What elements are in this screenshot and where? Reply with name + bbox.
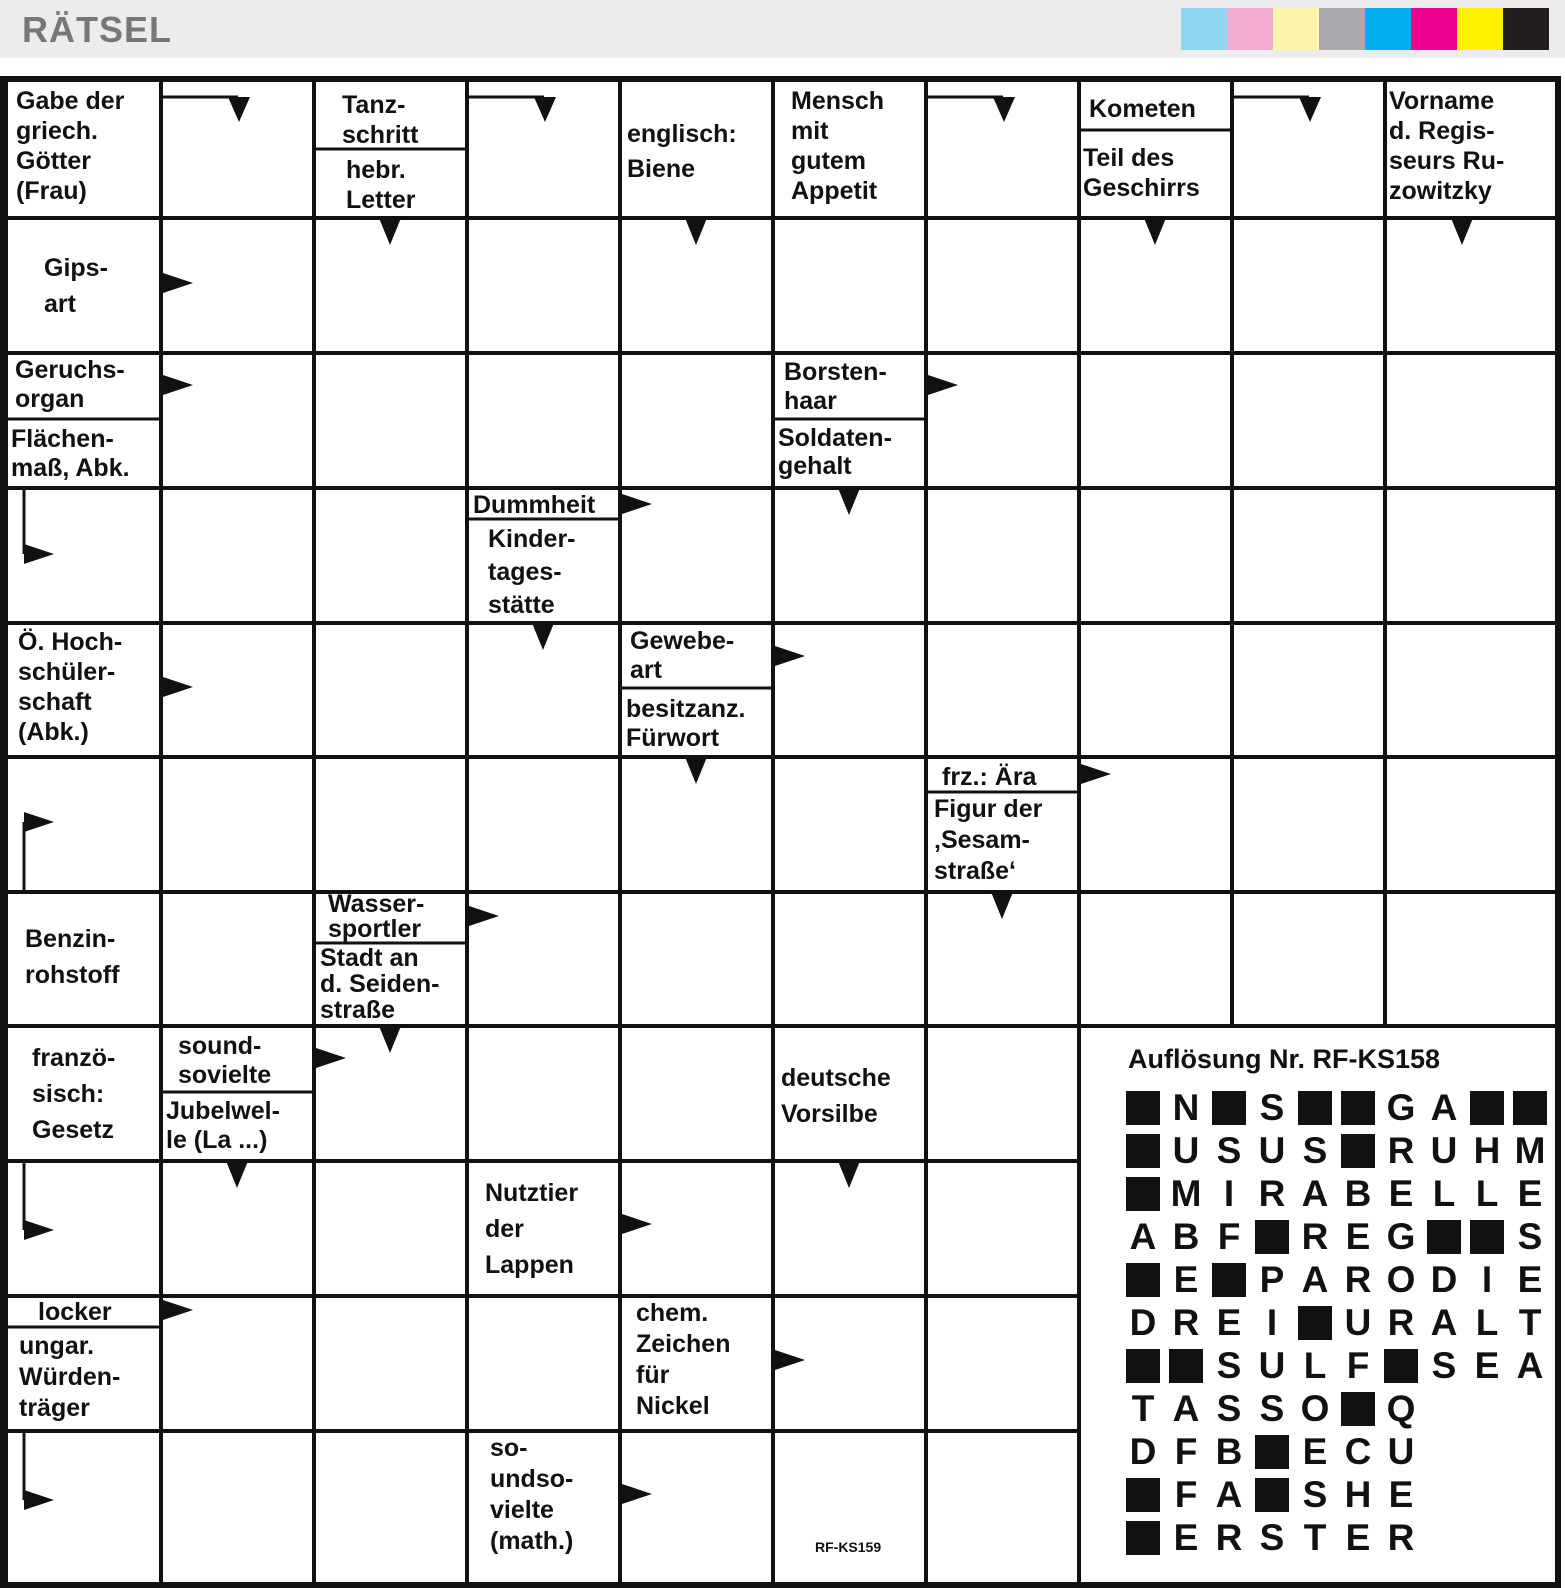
solution-letter: U <box>1258 1345 1286 1386</box>
solution-letter: U <box>1387 1431 1415 1472</box>
clue-jubel: Jubelwel- le (La ...) <box>166 1097 280 1154</box>
color-swatch <box>1365 8 1411 50</box>
color-swatch <box>1411 8 1457 50</box>
clue-deutsche: deutsche Vorsilbe <box>781 1064 891 1128</box>
solution-letter: R <box>1258 1173 1286 1214</box>
solution-letter: I <box>1481 1259 1493 1300</box>
solution-letter: E <box>1345 1517 1371 1558</box>
solution-black-cell <box>1255 1220 1289 1254</box>
clue-hebr: hebr. Letter <box>346 156 416 214</box>
clue-chem: chem. Zeichen für Nickel <box>636 1299 731 1420</box>
solution-letter: A <box>1516 1345 1544 1386</box>
solution-letter: L <box>1475 1302 1499 1343</box>
solution-letter: I <box>1266 1302 1278 1343</box>
solution-letter: D <box>1430 1259 1458 1300</box>
solution-letter: B <box>1215 1431 1243 1472</box>
header-bar <box>0 0 1565 58</box>
solution-black-cell <box>1298 1306 1332 1340</box>
solution-letter: N <box>1172 1087 1200 1128</box>
solution-letter: S <box>1259 1388 1285 1429</box>
color-swatch <box>1181 8 1227 50</box>
solution-letter: F <box>1346 1345 1370 1386</box>
solution-letter: E <box>1173 1517 1199 1558</box>
clue-geruch: Geruchs- organ <box>15 356 125 413</box>
solution-letter: S <box>1517 1216 1543 1257</box>
solution-letter: A <box>1430 1302 1458 1343</box>
clue-besitz: besitzanz. Fürwort <box>626 695 746 752</box>
solution-letter: R <box>1301 1216 1329 1257</box>
solution-black-cell <box>1513 1091 1547 1125</box>
solution-row <box>1126 1172 1556 1215</box>
color-swatch <box>1319 8 1365 50</box>
clue-tanz: Tanz- schritt <box>342 91 419 149</box>
solution-letter: O <box>1300 1388 1330 1429</box>
clue-borsten: Borsten- haar <box>784 358 887 415</box>
solution-letter: G <box>1386 1087 1416 1128</box>
solution-letter: A <box>1129 1216 1157 1257</box>
solution-panel <box>1100 1032 1555 1582</box>
solution-letter: O <box>1386 1259 1416 1300</box>
solution-black-cell <box>1126 1478 1160 1512</box>
solution-letter: M <box>1170 1173 1202 1214</box>
solution-letter: E <box>1517 1173 1543 1214</box>
solution-black-cell <box>1470 1220 1504 1254</box>
solution-letter: Q <box>1386 1388 1416 1429</box>
clue-hochschul: Ö. Hoch- schüler- schaft (Abk.) <box>18 628 123 746</box>
page-title: RÄTSEL <box>22 9 172 50</box>
solution-letter: H <box>1473 1130 1501 1171</box>
solution-black-cell <box>1126 1091 1160 1125</box>
clue-ungar: ungar. Würden- träger <box>19 1332 121 1422</box>
solution-letter: R <box>1387 1302 1415 1343</box>
solution-letter: L <box>1432 1173 1456 1214</box>
color-swatch <box>1503 8 1549 50</box>
solution-letter: U <box>1172 1130 1200 1171</box>
crossword-board <box>0 76 1561 1588</box>
clue-dummheit: Dummheit <box>473 491 596 519</box>
solution-letter: R <box>1387 1130 1415 1171</box>
solution-black-cell <box>1212 1263 1246 1297</box>
solution-row <box>1126 1215 1556 1258</box>
clue-gewebe: Gewebe- art <box>630 627 735 684</box>
solution-black-cell <box>1384 1349 1418 1383</box>
clue-gips: Gips- art <box>44 254 108 318</box>
solution-row <box>1126 1516 1556 1559</box>
solution-letter: F <box>1174 1474 1198 1515</box>
solution-letter: E <box>1474 1345 1500 1386</box>
solution-row <box>1126 1129 1556 1172</box>
clue-nutztier: Nutztier der Lappen <box>485 1179 579 1279</box>
solution-letter: A <box>1301 1173 1329 1214</box>
solution-letter: D <box>1129 1431 1157 1472</box>
solution-letter: A <box>1215 1474 1243 1515</box>
solution-black-cell <box>1126 1177 1160 1211</box>
clue-gabe: Gabe der griech. Götter (Frau) <box>16 87 125 205</box>
solution-letter: S <box>1259 1087 1285 1128</box>
solution-letter: C <box>1344 1431 1372 1472</box>
solution-grid <box>1126 1086 1556 1559</box>
clue-sound: sound- sovielte <box>178 1032 272 1089</box>
solution-letter: U <box>1430 1130 1458 1171</box>
solution-letter: S <box>1216 1130 1242 1171</box>
solution-letter: G <box>1386 1216 1416 1257</box>
solution-letter: M <box>1514 1130 1546 1171</box>
solution-letter: S <box>1302 1130 1328 1171</box>
solution-letter: I <box>1223 1173 1235 1214</box>
solution-letter: U <box>1258 1130 1286 1171</box>
clue-kometen: Kometen <box>1089 95 1196 123</box>
solution-letter: E <box>1345 1216 1371 1257</box>
solution-letter: E <box>1388 1474 1414 1515</box>
clue-figur: Figur der ‚Sesam- straße‘ <box>934 795 1043 885</box>
clue-frz: frz.: Ära <box>942 763 1037 791</box>
solution-letter: E <box>1216 1302 1242 1343</box>
solution-black-cell <box>1126 1263 1160 1297</box>
solution-letter: R <box>1344 1259 1372 1300</box>
solution-letter: F <box>1174 1431 1198 1472</box>
solution-letter: T <box>1518 1302 1542 1343</box>
solution-letter: P <box>1259 1259 1285 1300</box>
solution-letter: S <box>1302 1474 1328 1515</box>
clue-stadt: Stadt an d. Seiden- straße <box>320 944 440 1024</box>
solution-black-cell <box>1169 1349 1203 1383</box>
solution-title: Auflösung Nr. RF-KS158 <box>1128 1044 1441 1074</box>
solution-letter: E <box>1388 1173 1414 1214</box>
solution-row <box>1126 1258 1556 1301</box>
clue-locker: locker <box>38 1298 112 1326</box>
solution-letter: A <box>1430 1087 1458 1128</box>
solution-letter: E <box>1302 1431 1328 1472</box>
solution-row <box>1126 1387 1556 1430</box>
solution-row <box>1126 1344 1556 1387</box>
clue-englisch: englisch: Biene <box>627 120 737 183</box>
solution-letter: B <box>1172 1216 1200 1257</box>
clue-vorname: Vorname d. Regis- seurs Ru- zowitzky <box>1389 87 1505 205</box>
solution-letter: A <box>1172 1388 1200 1429</box>
solution-row <box>1126 1301 1556 1344</box>
solution-row <box>1126 1086 1556 1129</box>
solution-black-cell <box>1427 1220 1461 1254</box>
solution-black-cell <box>1212 1091 1246 1125</box>
solution-letter: R <box>1387 1517 1415 1558</box>
clue-wasser: Wasser- sportler <box>328 890 425 943</box>
clue-franz: franzö- sisch: Gesetz <box>32 1044 116 1144</box>
solution-row <box>1126 1430 1556 1473</box>
clue-teil: Teil des Geschirrs <box>1083 144 1200 202</box>
clue-kinder: Kinder- tages- stätte <box>488 525 576 619</box>
solution-letter: A <box>1301 1259 1329 1300</box>
solution-black-cell <box>1470 1091 1504 1125</box>
clue-soldaten: Soldaten- gehalt <box>778 424 892 480</box>
clue-so: so- undso- vielte (math.) <box>490 1434 574 1555</box>
solution-black-cell <box>1255 1435 1289 1469</box>
solution-row <box>1126 1473 1556 1516</box>
solution-letter: T <box>1303 1517 1327 1558</box>
solution-black-cell <box>1126 1349 1160 1383</box>
solution-letter: L <box>1475 1173 1499 1214</box>
solution-black-cell <box>1341 1392 1375 1426</box>
solution-black-cell <box>1126 1521 1160 1555</box>
solution-letter: D <box>1129 1302 1157 1343</box>
solution-letter: R <box>1215 1517 1243 1558</box>
solution-letter: S <box>1216 1388 1242 1429</box>
color-swatches <box>1181 8 1549 50</box>
solution-letter: B <box>1344 1173 1372 1214</box>
clue-benzin: Benzin- rohstoff <box>25 925 120 989</box>
clue-mensch: Mensch mit gutem Appetit <box>791 87 885 205</box>
crossword-grid <box>8 82 1555 1582</box>
solution-black-cell <box>1341 1134 1375 1168</box>
solution-letter: S <box>1216 1345 1242 1386</box>
clue-flaechen: Flächen- maß, Abk. <box>11 425 130 482</box>
solution-black-cell <box>1126 1134 1160 1168</box>
color-swatch <box>1227 8 1273 50</box>
solution-letter: S <box>1259 1517 1285 1558</box>
solution-letter: S <box>1431 1345 1457 1386</box>
color-swatch <box>1273 8 1319 50</box>
solution-letter: R <box>1172 1302 1200 1343</box>
solution-letter: U <box>1344 1302 1372 1343</box>
solution-black-cell <box>1341 1091 1375 1125</box>
solution-letter: E <box>1517 1259 1543 1300</box>
solution-letter: H <box>1344 1474 1372 1515</box>
solution-letter: E <box>1173 1259 1199 1300</box>
solution-black-cell <box>1298 1091 1332 1125</box>
solution-letter: L <box>1303 1345 1327 1386</box>
solution-letter: F <box>1217 1216 1241 1257</box>
solution-letter: T <box>1131 1388 1155 1429</box>
puzzle-code: RF-KS159 <box>815 1539 882 1555</box>
solution-black-cell <box>1255 1478 1289 1512</box>
color-swatch <box>1457 8 1503 50</box>
